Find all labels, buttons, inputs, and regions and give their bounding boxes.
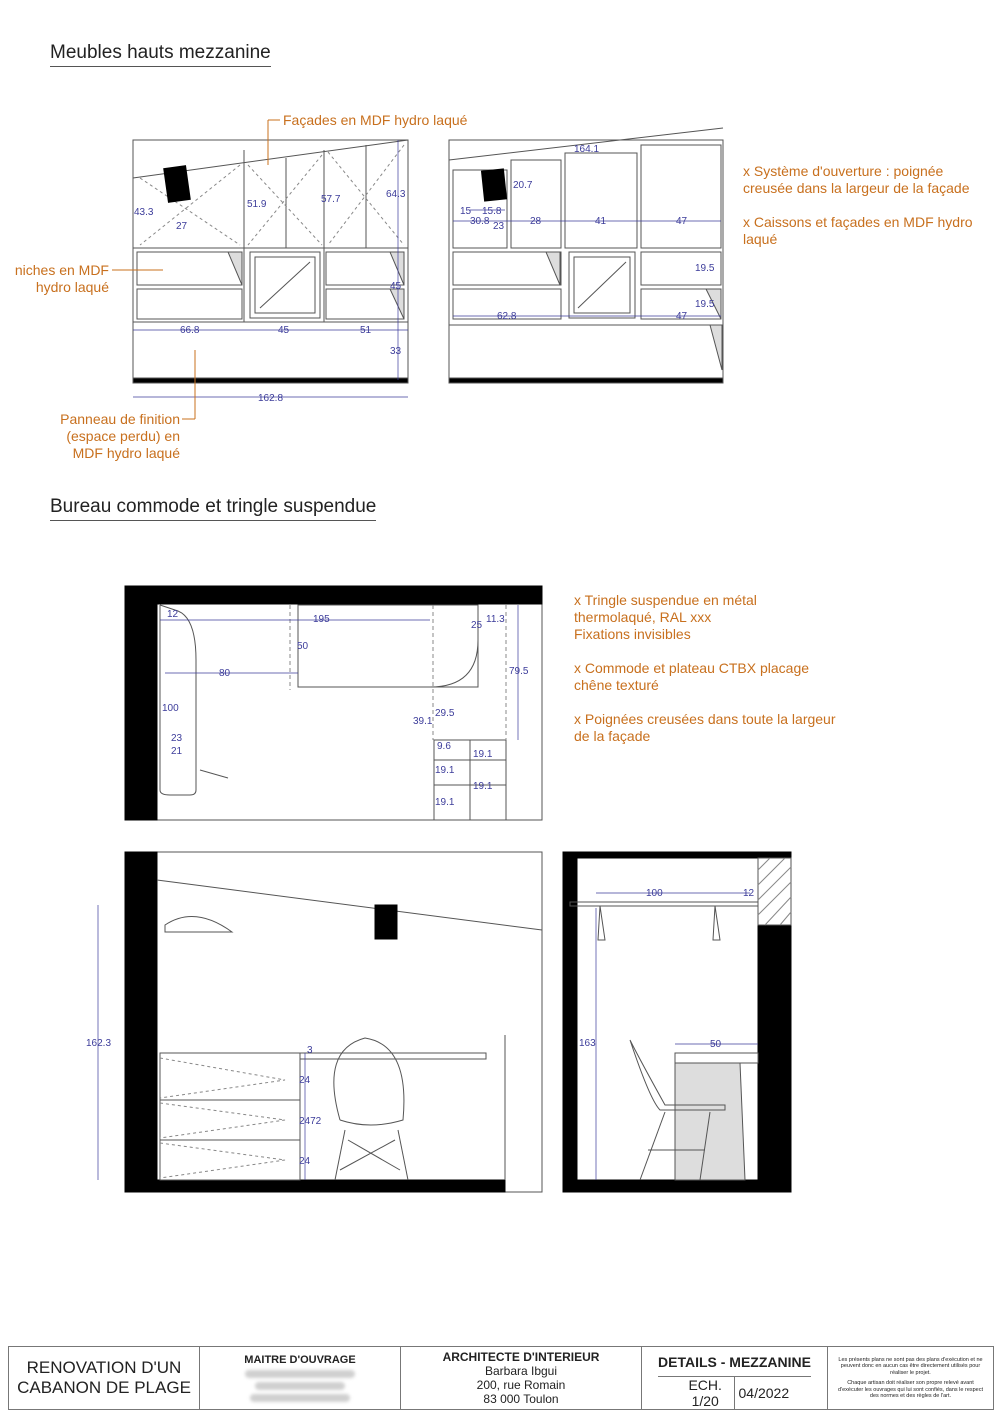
dim-text: 15.8 [482, 206, 502, 217]
dim-text: 43.3 [134, 207, 154, 218]
note-line: laqué [743, 231, 778, 247]
dim-text: 164.1 [574, 144, 600, 155]
dim-text: 50 [710, 1039, 722, 1050]
note-commode [574, 660, 874, 694]
dim-text: 19.1 [435, 797, 455, 808]
sheet-title: DETAILS - MEZZANINE [658, 1347, 811, 1377]
dim-text: 19.5 [695, 263, 715, 274]
sheet-details [642, 1347, 828, 1409]
note-line: x Caissons et façades en MDF hydro [743, 214, 973, 230]
dim-text: 15 [460, 206, 472, 217]
dim-text: 24 [299, 1156, 311, 1167]
dim-text: 51.9 [247, 199, 267, 210]
section-a [98, 852, 542, 1192]
dim-text: 41 [595, 216, 607, 227]
maitre-ouvrage [200, 1347, 401, 1409]
dim-text: 30.8 [470, 216, 490, 227]
note-line: x Tringle suspendue en métal [574, 592, 757, 608]
note-poignees [574, 711, 874, 745]
note-caissons [743, 214, 993, 248]
legal-notice [828, 1347, 993, 1409]
note-line: MDF hydro laqué [72, 445, 180, 461]
redacted-text [255, 1382, 345, 1390]
note-systeme [743, 163, 993, 197]
section-title-top: Meubles hauts mezzanine [50, 42, 271, 67]
note-tringle [574, 592, 874, 643]
dim-text: 195 [313, 614, 330, 625]
architecte-line: 83 000 Toulon [483, 1392, 559, 1406]
elevation-left [133, 140, 408, 397]
legal-text: Les présents plans ne sont pas des plans d'exécution et ne peuvent donc en aucun cas être directement utilisés pour réaliser le projet. [838, 1356, 983, 1376]
section-title-bottom: Bureau commode et tringle suspendue [50, 496, 376, 521]
note-line: x Système d'ouverture : poignée [743, 163, 944, 179]
dim-text: 3 [307, 1045, 313, 1056]
dim-text: 100 [162, 703, 179, 714]
dim-text: 28 [530, 216, 542, 227]
dim-text: 47 [676, 216, 688, 227]
project-line: CABANON DE PLAGE [17, 1378, 191, 1397]
dim-text: 29.5 [435, 708, 455, 719]
note-facades: Façades en MDF hydro laqué [283, 112, 468, 128]
scale: ECH. 1/20 [676, 1377, 735, 1409]
dim-text: 23 [493, 221, 505, 232]
dim-text: 23 [171, 733, 183, 744]
dim-text: 64.3 [386, 189, 406, 200]
dim-text: 19.1 [435, 765, 455, 776]
note-line: x Poignées creusées dans toute la largeur [574, 711, 836, 727]
legal-text: Chaque artisan doit réaliser son propre relevé avant d'exécuter les ouvrages qui lui sont confiés, dans le respect des normes et des règles de l'art. [837, 1380, 984, 1399]
dim-text: 50 [297, 641, 309, 652]
dim-text: 162.3 [86, 1038, 112, 1049]
redacted-text [250, 1394, 350, 1402]
dim-text: 19.5 [695, 299, 715, 310]
note-line: creusée dans la largeur de la façade [743, 180, 970, 196]
dim-text: 27 [176, 221, 188, 232]
note-line: Panneau de finition [60, 411, 180, 427]
dim-text: 45 [278, 325, 290, 336]
dim-text: 20.7 [513, 180, 533, 191]
redacted-text [245, 1370, 355, 1378]
maitre-label: MAITRE D'OUVRAGE [244, 1354, 356, 1366]
section-b [563, 852, 791, 1192]
elevation-right [449, 128, 723, 383]
dim-text: 100 [646, 888, 663, 899]
dim-text: 162.8 [258, 393, 284, 404]
note-line: de la façade [574, 728, 651, 744]
dim-text: 33 [390, 346, 402, 357]
dim-text: 24 [299, 1075, 311, 1086]
architecte-line: 200, rue Romain [476, 1378, 566, 1392]
dim-text: 45 [390, 281, 402, 292]
dim-text: 62.8 [497, 311, 517, 322]
note-line: Fixations invisibles [574, 626, 691, 642]
dim-text: 11.3 [486, 614, 505, 625]
dim-text: 19.1 [473, 749, 493, 760]
note-line: hydro laqué [35, 279, 109, 295]
note-panneau [40, 411, 180, 462]
dim-text: 2472 [299, 1116, 322, 1127]
architecte-line: Barbara Ibgui [484, 1364, 558, 1378]
dim-text: 19.1 [473, 781, 493, 792]
dim-text: 66.8 [180, 325, 200, 336]
note-line: x Commode et plateau CTBX placage [574, 660, 810, 676]
note-line: niches en MDF [14, 262, 109, 278]
dim-text: 21 [171, 746, 183, 757]
architecte-label: ARCHITECTE D'INTERIEUR [442, 1350, 600, 1364]
architecte [401, 1347, 642, 1409]
dim-text: 47 [676, 311, 688, 322]
dim-text: 79.5 [509, 666, 529, 677]
note-line: thermolaqué, RAL xxx [574, 609, 712, 625]
dim-text: 163 [579, 1038, 596, 1049]
project-name [9, 1347, 200, 1409]
date: 04/2022 [738, 1385, 790, 1401]
dim-text: 51 [360, 325, 372, 336]
note-line: chêne texturé [574, 677, 659, 693]
dim-text: 25 [471, 620, 483, 631]
dim-text: 80 [219, 668, 231, 679]
project-line: RENOVATION D'UN [26, 1358, 182, 1377]
dim-text: 12 [743, 888, 755, 899]
note-niches [10, 262, 109, 296]
dim-text: 39.1 [413, 716, 433, 727]
dim-text: 12 [167, 609, 179, 620]
dim-text: 9.6 [437, 741, 451, 752]
title-block [8, 1346, 994, 1410]
dim-text: 57.7 [321, 194, 341, 205]
note-line: (espace perdu) en [66, 428, 180, 444]
